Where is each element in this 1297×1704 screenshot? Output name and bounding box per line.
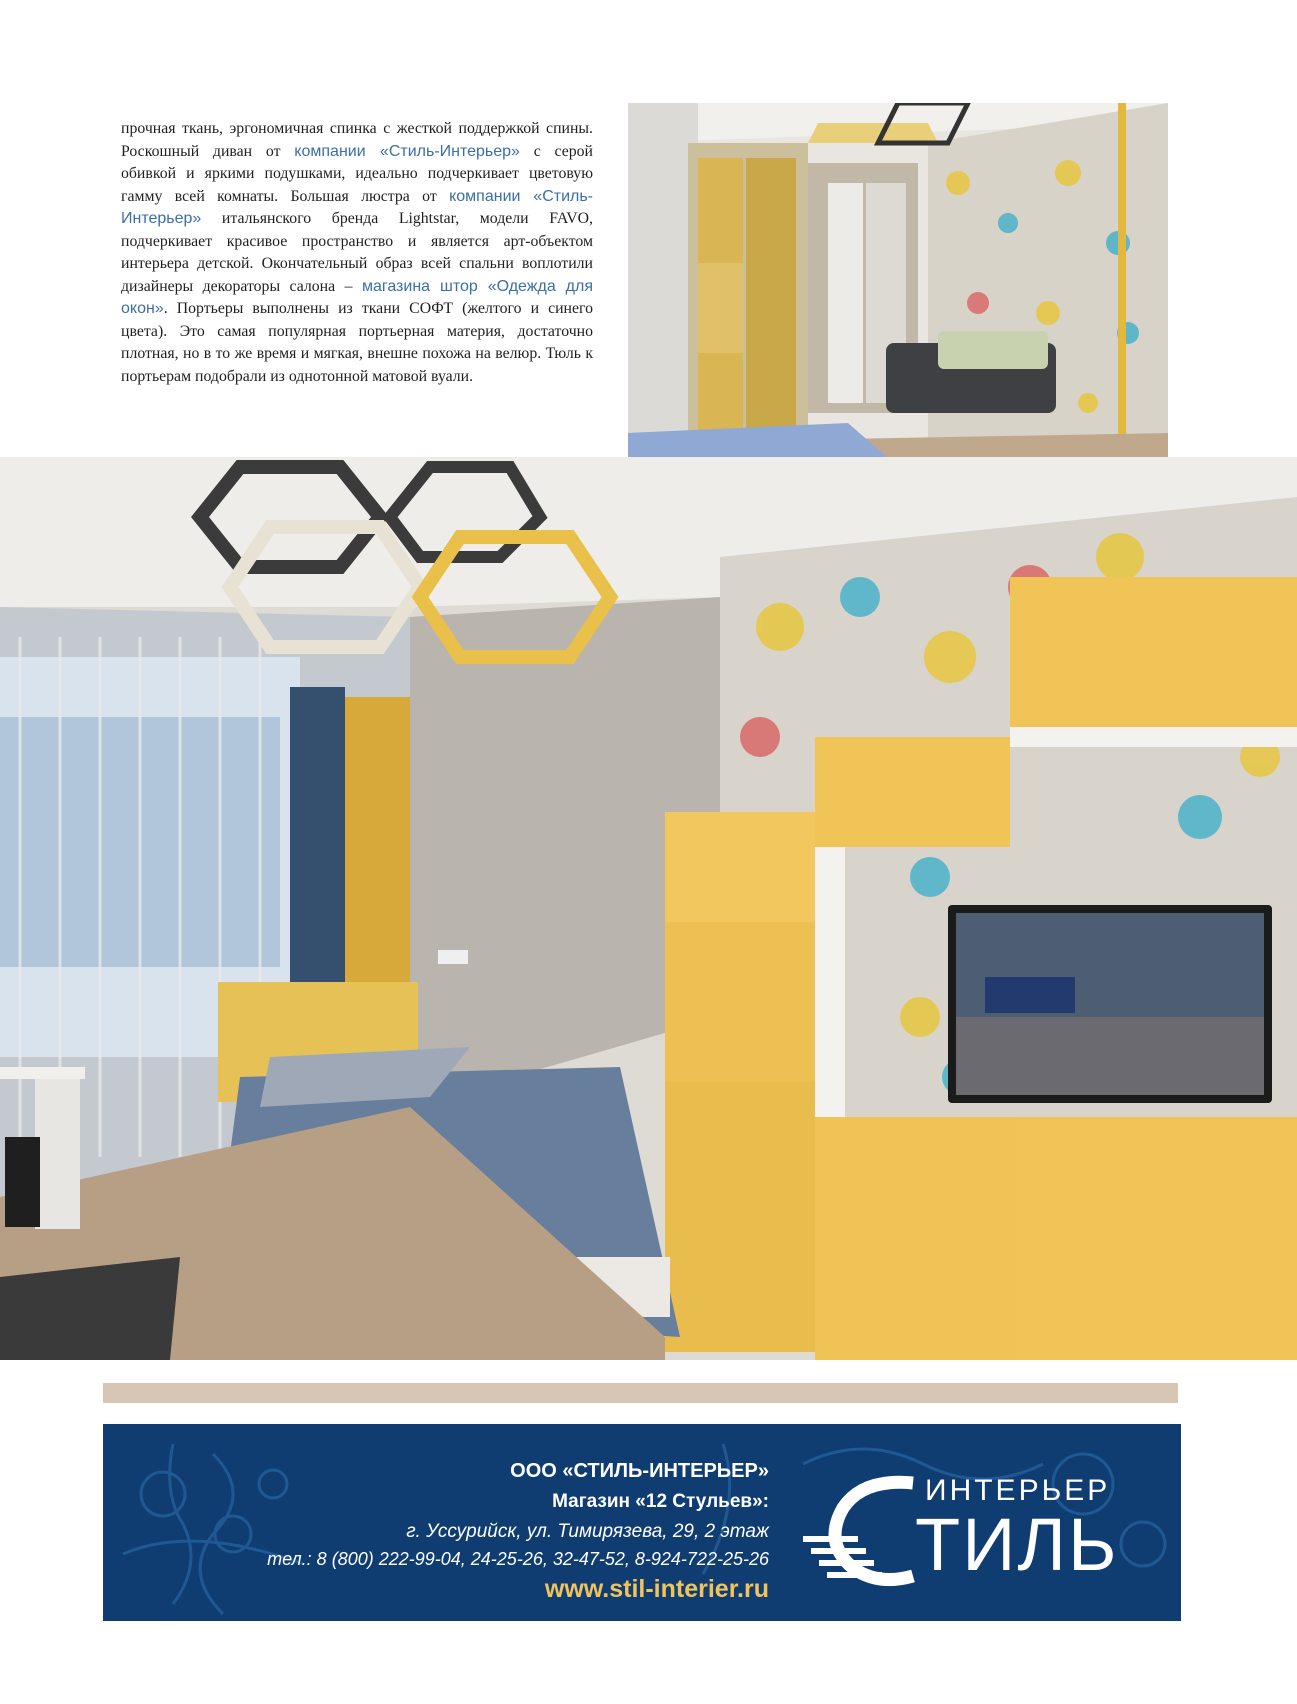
company-link[interactable]: компании «Стиль-Интерьер» bbox=[121, 187, 594, 227]
article-text bbox=[121, 118, 593, 388]
logo-c-mark-icon bbox=[803, 1458, 923, 1598]
article-text-part: прочная ткань, эргономичная спинка с жесткой поддержкой спины. Роскошный диван от bbox=[121, 120, 593, 160]
logo-main-text: ТИЛЬ bbox=[915, 1503, 1119, 1586]
room-photo-small bbox=[628, 103, 1168, 493]
website-link[interactable]: www.stil-interier.ru bbox=[544, 1575, 769, 1603]
bedroom-illustration bbox=[0, 457, 1297, 1360]
phone-numbers: тел.: 8 (800) 222-99-04, 24-25-26, 32-47-52, 8-924-722-25-26 bbox=[267, 1549, 769, 1569]
article-text-part: итальянского бренда Lightstar, модели FAVO, подчеркивает красивое пространство и является арт-объектом интерьера детской. Окончательный образ всей спальни воплотили дизайнеры декораторы салона – bbox=[121, 210, 593, 295]
company-logo bbox=[803, 1458, 1143, 1598]
bedroom-photo-main bbox=[0, 457, 1297, 1360]
company-name: ООО «СТИЛЬ-ИНТЕРЬЕР» bbox=[510, 1460, 769, 1482]
advertisement-banner bbox=[103, 1424, 1181, 1621]
article-text-part: . Портьеры выполнены из ткани СОФТ (желтого и синего цвета). Это самая популярная портьерная материя, достаточно плотная, но в то же время и мягкая, внешне похожа на велюр. Тюль к портьерам подобрали из однотонной матовой вуали. bbox=[121, 300, 593, 385]
article-text-part: с серой обивкой и яркими подушками, идеально подчеркивает цветовую гамму всей комнаты. Большая люстра от bbox=[121, 142, 593, 205]
logo-top-text: ИНТЕРЬЕР bbox=[925, 1474, 1111, 1507]
store-address: г. Уссурийск, ул. Тимирязева, 29, 2 этаж bbox=[406, 1521, 769, 1542]
company-link[interactable]: компании «Стиль-Интерьер» bbox=[294, 142, 520, 160]
article-paragraph bbox=[121, 118, 593, 388]
room-illustration-small bbox=[628, 103, 1168, 493]
section-divider bbox=[103, 1383, 1178, 1403]
curtain-store-link[interactable]: магазина штор «Одежда для окон» bbox=[121, 277, 594, 317]
store-name: Магазин «12 Стульев»: bbox=[552, 1491, 769, 1512]
